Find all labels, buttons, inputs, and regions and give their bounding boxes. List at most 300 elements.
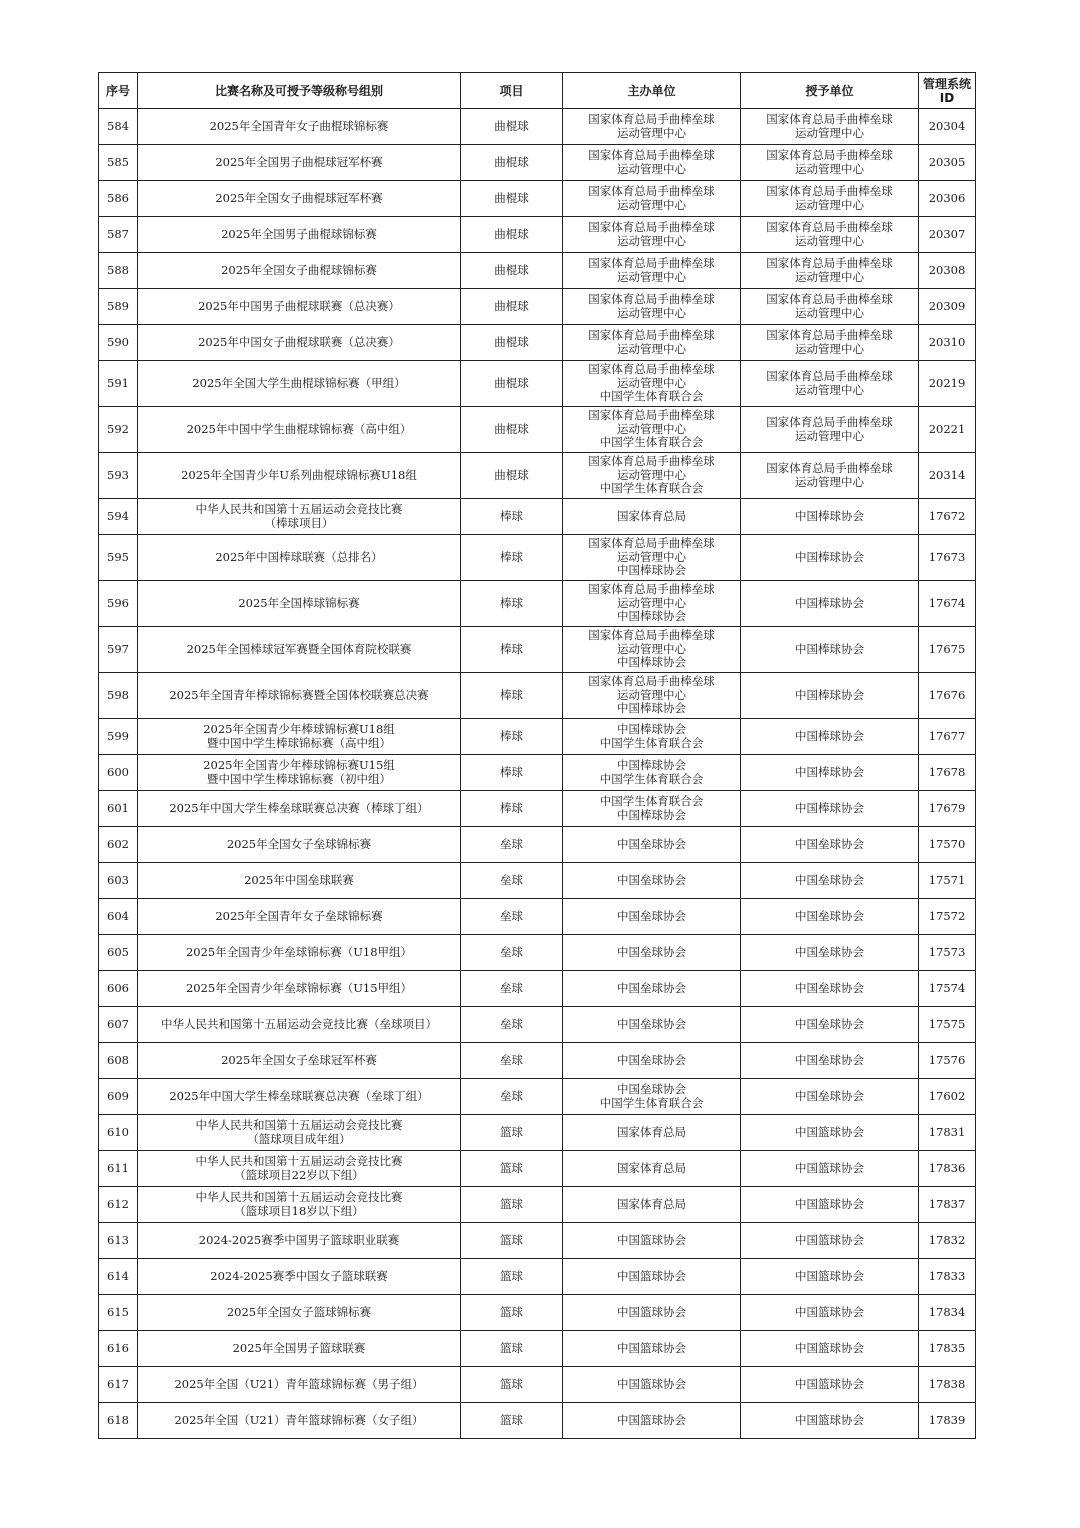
cell-sport: 棒球 (461, 581, 563, 627)
cell-sport: 棒球 (461, 791, 563, 827)
cell-host-line: 中国棒球协会 (617, 609, 686, 624)
cell-no: 599 (99, 719, 138, 755)
header-no: 序号 (99, 73, 138, 109)
cell-sport: 曲棍球 (461, 361, 563, 407)
cell-name-line: 2025年中国棒球联赛（总排名） (215, 549, 383, 564)
cell-host-line: 中国学生体育联合会 (599, 389, 704, 404)
cell-host-line: 中国垒球协会 (617, 1052, 686, 1067)
cell-host-line: 中国垒球协会 (617, 1016, 686, 1031)
cell-award (741, 217, 919, 253)
cell-award-line: 中国垒球协会 (795, 836, 864, 851)
cell-award (741, 499, 919, 535)
cell-award-line: 运动管理中心 (795, 269, 864, 284)
cell-no: 596 (99, 581, 138, 627)
cell-name-line: 中华人民共和国第十五届运动会竞技比赛（垒球项目） (161, 1016, 437, 1031)
cell-sport: 棒球 (461, 627, 563, 673)
cell-name-line: 2025年全国（U21）青年篮球锦标赛（男子组） (174, 1376, 424, 1391)
cell-host-line: 国家体育总局手曲棒垒球 (588, 220, 715, 234)
cell-host-line: 国家体育总局手曲棒垒球 (588, 454, 715, 469)
cell-award-line: 运动管理中心 (795, 428, 864, 443)
header-row (99, 73, 976, 109)
cell-award (741, 181, 919, 217)
cell-host-line: 中国篮球协会 (617, 1232, 686, 1247)
cell-host-line: 国家体育总局 (617, 1160, 686, 1175)
cell-name (138, 181, 461, 217)
cell-award (741, 627, 919, 673)
cell-name-line: 2025年全国青少年棒球锦标赛U15组 (203, 758, 395, 772)
cell-name (138, 1115, 461, 1151)
cell-award-line: 国家体育总局手曲棒垒球 (766, 184, 893, 198)
cell-host-line: 国家体育总局 (617, 1124, 686, 1139)
table-row (99, 1367, 976, 1403)
cell-no: 615 (99, 1295, 138, 1331)
cell-id: 17831 (919, 1115, 976, 1151)
cell-no: 614 (99, 1259, 138, 1295)
cell-name (138, 863, 461, 899)
cell-name-line: 2025年全国青年女子垒球锦标赛 (215, 908, 383, 923)
cell-award-line: 国家体育总局手曲棒垒球 (766, 461, 893, 475)
cell-name-line: 2025年中国大学生棒垒球联赛总决赛（棒球丁组） (169, 800, 429, 815)
cell-award-line: 中国棒球协会 (795, 687, 864, 702)
cell-name-line: 2025年全国棒球冠军赛暨全国体育院校联赛 (186, 641, 412, 656)
cell-name (138, 1259, 461, 1295)
cell-no: 594 (99, 499, 138, 535)
cell-host (563, 673, 741, 719)
cell-no: 602 (99, 827, 138, 863)
cell-id: 17832 (919, 1223, 976, 1259)
cell-award-line: 国家体育总局手曲棒垒球 (766, 328, 893, 342)
cell-name-line: 2025年全国青年棒球锦标赛暨全国体校联赛总决赛 (169, 687, 429, 702)
cell-id: 20304 (919, 109, 976, 145)
cell-host-line: 中国学生体育联合会 (599, 794, 704, 808)
cell-sport: 垒球 (461, 971, 563, 1007)
cell-award-line: 运动管理中心 (795, 197, 864, 212)
cell-name (138, 1043, 461, 1079)
cell-no: 605 (99, 935, 138, 971)
cell-id: 17833 (919, 1259, 976, 1295)
table-row (99, 827, 976, 863)
cell-award (741, 581, 919, 627)
cell-host-line: 中国垒球协会 (617, 872, 686, 887)
cell-award (741, 1151, 919, 1187)
cell-award (741, 827, 919, 863)
cell-host-line: 中国学生体育联合会 (599, 771, 704, 786)
cell-name-line: 2025年中国垒球联赛 (244, 872, 354, 887)
cell-name (138, 253, 461, 289)
cell-name-line: 2025年全国青少年棒球锦标赛U18组 (203, 722, 395, 736)
cell-name (138, 1187, 461, 1223)
header-name: 比赛名称及可授予等级称号组别 (138, 73, 461, 109)
cell-host (563, 1331, 741, 1367)
cell-award-line: 运动管理中心 (795, 161, 864, 176)
cell-no: 588 (99, 253, 138, 289)
cell-name-line: 中华人民共和国第十五届运动会竞技比赛 (195, 1154, 403, 1168)
table-row (99, 109, 976, 145)
cell-sport: 篮球 (461, 1115, 563, 1151)
cell-award-line: 中国垒球协会 (795, 908, 864, 923)
cell-award-line: 中国篮球协会 (795, 1376, 864, 1391)
cell-name (138, 1403, 461, 1439)
cell-award-line: 中国棒球协会 (795, 728, 864, 743)
cell-no: 598 (99, 673, 138, 719)
cell-host (563, 407, 741, 453)
cell-award (741, 453, 919, 499)
cell-host (563, 1223, 741, 1259)
cell-award-line: 国家体育总局手曲棒垒球 (766, 256, 893, 270)
cell-name (138, 407, 461, 453)
cell-id: 17574 (919, 971, 976, 1007)
cell-award-line: 中国垒球协会 (795, 980, 864, 995)
cell-name-line: （篮球项目18岁以下组） (234, 1203, 364, 1218)
cell-name-line: 2025年全国男子篮球联赛 (232, 1340, 366, 1355)
cell-host-line: 中国学生体育联合会 (599, 1095, 704, 1110)
cell-award (741, 935, 919, 971)
cell-name-line: （篮球项目成年组） (247, 1131, 351, 1146)
cell-name-line: 2025年全国男子曲棍球冠军杯赛 (215, 154, 383, 169)
table-row (99, 1259, 976, 1295)
cell-award-line: 中国垒球协会 (795, 1016, 864, 1031)
cell-name (138, 971, 461, 1007)
cell-name-line: 暨中国中学生棒球锦标赛（高中组） (207, 735, 391, 750)
cell-name-line: 2025年全国（U21）青年篮球锦标赛（女子组） (174, 1412, 424, 1427)
cell-sport: 棒球 (461, 535, 563, 581)
cell-no: 617 (99, 1367, 138, 1403)
cell-id: 17675 (919, 627, 976, 673)
cell-name-line: 中华人民共和国第十五届运动会竞技比赛 (195, 502, 403, 516)
cell-name (138, 217, 461, 253)
cell-sport: 垒球 (461, 1043, 563, 1079)
cell-host-line: 中国垒球协会 (617, 908, 686, 923)
cell-id: 17677 (919, 719, 976, 755)
cell-host-line: 运动管理中心 (617, 161, 686, 176)
cell-host-line: 国家体育总局 (617, 1196, 686, 1211)
cell-award-line: 中国垒球协会 (795, 944, 864, 959)
cell-host (563, 581, 741, 627)
table-row (99, 1079, 976, 1115)
cell-host-line: 运动管理中心 (617, 375, 686, 390)
cell-host-line: 中国垒球协会 (617, 944, 686, 959)
table-row (99, 1403, 976, 1439)
cell-host-line: 国家体育总局手曲棒垒球 (588, 362, 715, 377)
cell-name-line: 2025年全国棒球锦标赛 (238, 595, 360, 610)
cell-award-line: 中国垒球协会 (795, 1088, 864, 1103)
cell-host (563, 1043, 741, 1079)
cell-host-line: 国家体育总局手曲棒垒球 (588, 328, 715, 342)
cell-host-line: 国家体育总局手曲棒垒球 (588, 184, 715, 198)
cell-host-line: 中国篮球协会 (617, 1340, 686, 1355)
cell-id: 17673 (919, 535, 976, 581)
cell-name (138, 109, 461, 145)
cell-name-line: 2025年中国中学生曲棍球锦标赛（高中组） (186, 421, 412, 436)
cell-id: 20305 (919, 145, 976, 181)
cell-host (563, 719, 741, 755)
cell-name-line: 2025年中国大学生棒垒球联赛总决赛（垒球丁组） (169, 1088, 429, 1103)
cell-host (563, 1259, 741, 1295)
cell-no: 607 (99, 1007, 138, 1043)
cell-host (563, 109, 741, 145)
cell-award (741, 253, 919, 289)
cell-name-line: 2025年全国青少年垒球锦标赛（U18甲组） (185, 944, 413, 959)
cell-name (138, 361, 461, 407)
cell-sport: 棒球 (461, 719, 563, 755)
cell-name-line: （棒球项目） (264, 515, 334, 530)
cell-sport: 曲棍球 (461, 453, 563, 499)
cell-host (563, 535, 741, 581)
cell-sport: 篮球 (461, 1295, 563, 1331)
cell-host-line: 国家体育总局手曲棒垒球 (588, 628, 715, 643)
cell-award (741, 719, 919, 755)
cell-award (741, 325, 919, 361)
cell-award-line: 运动管理中心 (795, 305, 864, 320)
cell-name (138, 289, 461, 325)
cell-award-line: 中国棒球协会 (795, 549, 864, 564)
cell-host-line: 中国棒球协会 (617, 655, 686, 670)
cell-no: 610 (99, 1115, 138, 1151)
cell-host-line: 中国棒球协会 (617, 807, 686, 822)
cell-award (741, 791, 919, 827)
header-host: 主办单位 (563, 73, 741, 109)
cell-award-line: 国家体育总局手曲棒垒球 (766, 220, 893, 234)
cell-name (138, 535, 461, 581)
cell-host-line: 中国篮球协会 (617, 1304, 686, 1319)
table-row (99, 535, 976, 581)
cell-host-line: 中国篮球协会 (617, 1376, 686, 1391)
cell-id: 20221 (919, 407, 976, 453)
cell-award-line: 中国垒球协会 (795, 1052, 864, 1067)
cell-award (741, 109, 919, 145)
table-row (99, 217, 976, 253)
cell-sport: 曲棍球 (461, 407, 563, 453)
cell-award-line: 中国篮球协会 (795, 1124, 864, 1139)
table-row (99, 361, 976, 407)
cell-id: 17576 (919, 1043, 976, 1079)
cell-award-line: 运动管理中心 (795, 233, 864, 248)
cell-name-line: 中华人民共和国第十五届运动会竞技比赛 (195, 1190, 403, 1204)
cell-id: 20307 (919, 217, 976, 253)
table-row (99, 673, 976, 719)
cell-id: 20309 (919, 289, 976, 325)
cell-sport: 棒球 (461, 755, 563, 791)
cell-host-line: 国家体育总局 (617, 508, 686, 523)
cell-award (741, 1223, 919, 1259)
cell-id: 20308 (919, 253, 976, 289)
table-row (99, 863, 976, 899)
cell-award-line: 运动管理中心 (795, 125, 864, 140)
cell-host-line: 国家体育总局手曲棒垒球 (588, 256, 715, 270)
cell-host (563, 217, 741, 253)
cell-host-line: 国家体育总局手曲棒垒球 (588, 148, 715, 162)
cell-sport: 曲棍球 (461, 145, 563, 181)
cell-name-line: 2025年中国男子曲棍球联赛（总决赛） (198, 298, 400, 313)
cell-award-line: 中国棒球协会 (795, 800, 864, 815)
cell-id: 17837 (919, 1187, 976, 1223)
cell-name (138, 1079, 461, 1115)
cell-award (741, 407, 919, 453)
cell-name-line: 2024-2025赛季中国女子篮球联赛 (210, 1268, 388, 1283)
cell-award-line: 国家体育总局手曲棒垒球 (766, 369, 893, 383)
cell-no: 601 (99, 791, 138, 827)
cell-host-line: 中国棒球协会 (617, 722, 686, 736)
cell-sport: 曲棍球 (461, 325, 563, 361)
table-row (99, 325, 976, 361)
cell-name (138, 673, 461, 719)
cell-sport: 篮球 (461, 1187, 563, 1223)
cell-name (138, 1223, 461, 1259)
cell-host-line: 中国棒球协会 (617, 563, 686, 578)
cell-host-line: 中国学生体育联合会 (599, 481, 704, 496)
cell-no: 604 (99, 899, 138, 935)
cell-no: 600 (99, 755, 138, 791)
table-row (99, 971, 976, 1007)
cell-id: 17572 (919, 899, 976, 935)
cell-id: 20306 (919, 181, 976, 217)
cell-host-line: 运动管理中心 (617, 549, 686, 564)
cell-award-line: 运动管理中心 (795, 382, 864, 397)
cell-no: 597 (99, 627, 138, 673)
cell-name (138, 1295, 461, 1331)
cell-name (138, 499, 461, 535)
cell-host-line: 中国篮球协会 (617, 1412, 686, 1427)
cell-sport: 篮球 (461, 1259, 563, 1295)
cell-id: 17834 (919, 1295, 976, 1331)
cell-host (563, 1187, 741, 1223)
cell-name (138, 581, 461, 627)
cell-sport: 垒球 (461, 1079, 563, 1115)
cell-name (138, 1151, 461, 1187)
table-row (99, 145, 976, 181)
cell-id: 17678 (919, 755, 976, 791)
cell-no: 618 (99, 1403, 138, 1439)
cell-award (741, 899, 919, 935)
cell-name-line: 2025年中国女子曲棍球联赛（总决赛） (198, 334, 400, 349)
cell-award-line: 中国篮球协会 (795, 1412, 864, 1427)
cell-award (741, 1007, 919, 1043)
cell-award (741, 1043, 919, 1079)
cell-host (563, 289, 741, 325)
cell-no: 589 (99, 289, 138, 325)
cell-host (563, 863, 741, 899)
table-row (99, 581, 976, 627)
cell-award-line: 国家体育总局手曲棒垒球 (766, 415, 893, 429)
cell-host (563, 1403, 741, 1439)
table-row (99, 899, 976, 935)
cell-name (138, 719, 461, 755)
cell-award (741, 1403, 919, 1439)
cell-sport: 篮球 (461, 1223, 563, 1259)
cell-award-line: 中国篮球协会 (795, 1304, 864, 1319)
cell-award-line: 中国棒球协会 (795, 764, 864, 779)
cell-host (563, 971, 741, 1007)
cell-host (563, 935, 741, 971)
cell-host (563, 1151, 741, 1187)
cell-host-line: 国家体育总局手曲棒垒球 (588, 536, 715, 551)
cell-no: 590 (99, 325, 138, 361)
table-row (99, 253, 976, 289)
cell-award (741, 535, 919, 581)
table-row (99, 499, 976, 535)
cell-host (563, 627, 741, 673)
cell-sport: 曲棍球 (461, 109, 563, 145)
cell-host-line: 国家体育总局手曲棒垒球 (588, 292, 715, 306)
cell-no: 585 (99, 145, 138, 181)
cell-sport: 曲棍球 (461, 181, 563, 217)
cell-name-line: 2025年全国女子曲棍球锦标赛 (221, 262, 377, 277)
cell-no: 603 (99, 863, 138, 899)
cell-host (563, 453, 741, 499)
cell-sport: 曲棍球 (461, 217, 563, 253)
cell-name (138, 325, 461, 361)
cell-no: 606 (99, 971, 138, 1007)
table-row (99, 627, 976, 673)
cell-name-line: 2025年全国女子篮球锦标赛 (226, 1304, 372, 1319)
table-row (99, 1007, 976, 1043)
cell-award (741, 755, 919, 791)
cell-name (138, 453, 461, 499)
cell-sport: 垒球 (461, 827, 563, 863)
cell-award (741, 863, 919, 899)
cell-host-line: 中国学生体育联合会 (599, 435, 704, 450)
cell-award-line: 中国篮球协会 (795, 1232, 864, 1247)
cell-name-line: 2025年全国青年女子曲棍球锦标赛 (209, 118, 389, 133)
cell-award-line: 中国篮球协会 (795, 1268, 864, 1283)
table-row (99, 1295, 976, 1331)
cell-host-line: 运动管理中心 (617, 641, 686, 656)
cell-name (138, 1331, 461, 1367)
cell-award (741, 1259, 919, 1295)
table-row (99, 1223, 976, 1259)
cell-award (741, 145, 919, 181)
cell-id: 17602 (919, 1079, 976, 1115)
cell-name-line: 2025年全国女子曲棍球冠军杯赛 (215, 190, 383, 205)
cell-name (138, 1007, 461, 1043)
cell-host (563, 755, 741, 791)
cell-name (138, 935, 461, 971)
cell-id: 17839 (919, 1403, 976, 1439)
cell-host (563, 361, 741, 407)
cell-id: 17570 (919, 827, 976, 863)
cell-sport: 垒球 (461, 935, 563, 971)
table-row (99, 289, 976, 325)
cell-host (563, 827, 741, 863)
cell-award-line: 中国棒球协会 (795, 508, 864, 523)
cell-host-line: 运动管理中心 (617, 305, 686, 320)
cell-host-line: 中国垒球协会 (617, 1082, 686, 1096)
cell-no: 612 (99, 1187, 138, 1223)
table-row (99, 755, 976, 791)
cell-award-line: 中国篮球协会 (795, 1340, 864, 1355)
cell-host (563, 1367, 741, 1403)
table-row (99, 935, 976, 971)
table-row (99, 1331, 976, 1367)
cell-award-line: 中国棒球协会 (795, 595, 864, 610)
cell-host-line: 国家体育总局手曲棒垒球 (588, 582, 715, 597)
cell-no: 584 (99, 109, 138, 145)
cell-host (563, 499, 741, 535)
cell-name-line: 暨中国中学生棒球锦标赛（初中组） (207, 771, 391, 786)
cell-award-line: 中国棒球协会 (795, 641, 864, 656)
cell-name-line: 2024-2025赛季中国男子篮球职业联赛 (198, 1232, 400, 1247)
cell-award (741, 1367, 919, 1403)
cell-id: 17676 (919, 673, 976, 719)
cell-id: 20314 (919, 453, 976, 499)
cell-sport: 篮球 (461, 1403, 563, 1439)
cell-host-line: 国家体育总局手曲棒垒球 (588, 674, 715, 689)
table-row (99, 407, 976, 453)
header-id: 管理系统ID (919, 73, 976, 109)
cell-no: 616 (99, 1331, 138, 1367)
cell-name (138, 827, 461, 863)
cell-host-line: 运动管理中心 (617, 595, 686, 610)
